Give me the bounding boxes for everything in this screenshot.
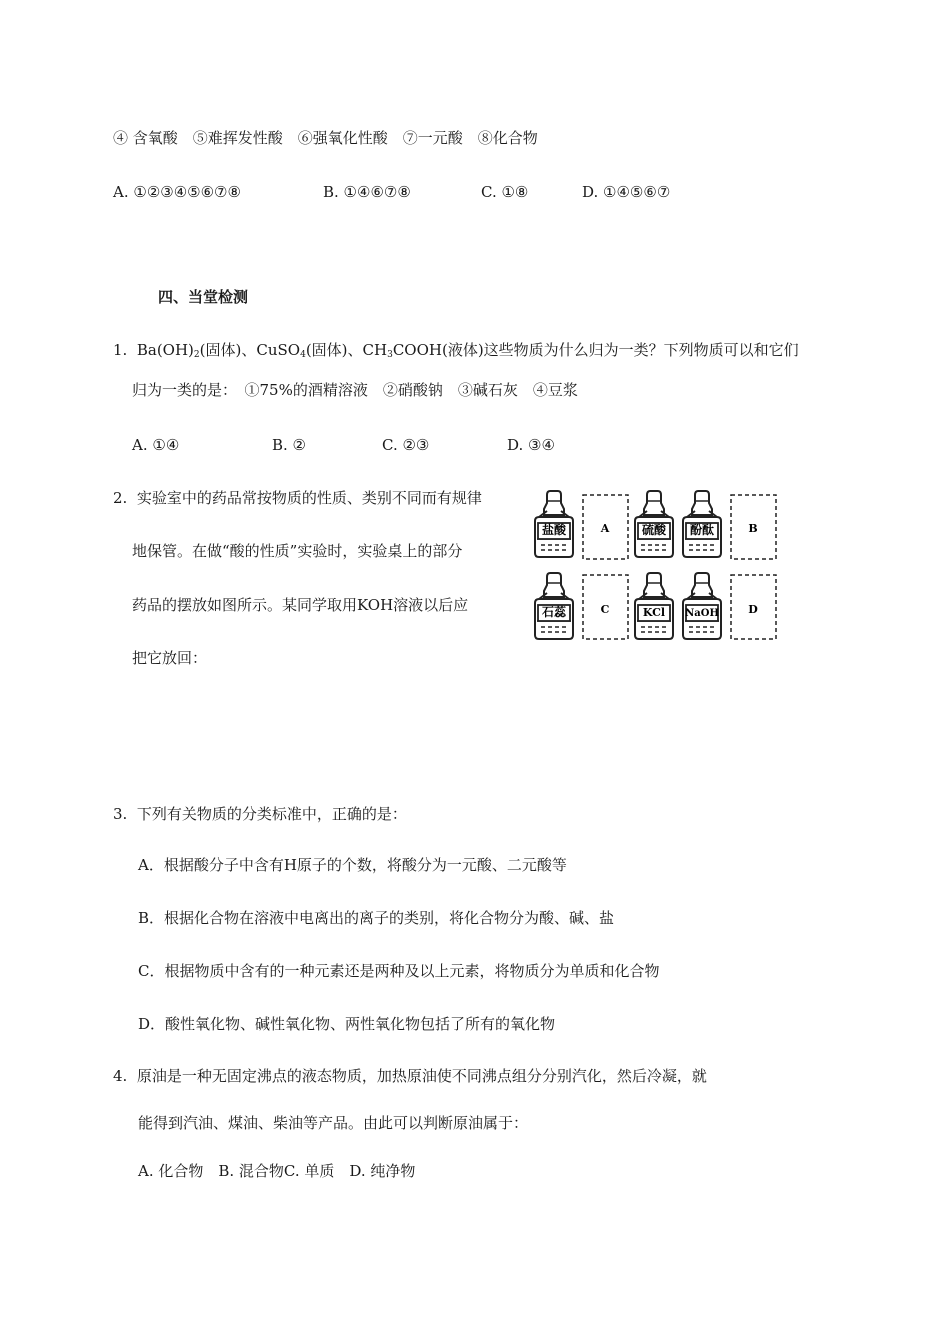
- box-label-a: A: [600, 522, 610, 535]
- q2-line-1: [113, 488, 482, 508]
- q2-line-3: 药品的摆放如图所示。某同学取用KOH溶液以后应: [132, 596, 469, 614]
- option-b: B. ①④⑥⑦⑧: [323, 183, 411, 201]
- q3-number: 3.: [113, 805, 128, 823]
- q3-option-d: D．酸性氧化物、碱性氧化物、两性氧化物包括了所有的氧化物: [138, 1015, 556, 1033]
- q1-cu-sub: 4: [300, 350, 306, 360]
- option-a: A. ①②③④⑤⑥⑦⑧: [113, 183, 241, 201]
- q3-option-c: C．根据物质中含有的一种元素还是两种及以上元素，将物质分为单质和化合物: [138, 962, 660, 980]
- q2-number: 2.: [113, 489, 128, 507]
- section-title: 四、当堂检测: [158, 288, 249, 306]
- q1-ba-sub: 2: [193, 350, 200, 360]
- q2-line-2: 地保管。在做“酸的性质”实验时，实验桌上的部分: [132, 542, 463, 560]
- q4-line-2: 能得到汽油、煤油、柴油等产品。由此可以判断原油属于：: [138, 1114, 529, 1132]
- q3-stem-line: [113, 804, 407, 824]
- q1-option-a: A. ①④: [132, 436, 180, 454]
- q1-ba: Ba(OH): [136, 341, 194, 359]
- box-label-d: D: [748, 603, 758, 616]
- q1-text-b: (固体)、CH: [305, 341, 388, 359]
- bottle-label-6: NaOH: [685, 608, 719, 619]
- q1-option-b: B. ②: [272, 436, 307, 454]
- bottle-label-5: KCl: [642, 606, 666, 619]
- question-items-line: ④ 含氧酸 ⑤难挥发性酸 ⑥强氧化性酸 ⑦一元酸 ⑧化合物: [113, 129, 538, 147]
- bottle-label-4: 石蕊: [541, 605, 567, 619]
- bottle-kcl: [635, 573, 673, 639]
- bottle-label-3: 酚酞: [689, 523, 715, 537]
- box-label-c: C: [600, 603, 610, 616]
- bottle-phenolphthalein: [683, 491, 721, 557]
- box-label-b: B: [748, 522, 758, 535]
- q1-text-c: COOH(液体)这些物质为什么归为一类？下列物质可以和它们: [392, 341, 799, 359]
- q4-line-1: [113, 1066, 707, 1086]
- option-c: C. ①⑧: [481, 183, 529, 201]
- bottle-sulfuric-acid: [635, 491, 673, 557]
- q1-option-c: C. ②③: [382, 436, 430, 454]
- q3-stem: 下列有关物质的分类标准中，正确的是：: [136, 805, 407, 823]
- q1-number: 1.: [113, 341, 128, 359]
- q1-line-1: [113, 340, 799, 365]
- q4-text-1: 原油是一种无固定沸点的液态物质，加热原油使不同沸点组分分别汽化，然后冷凝，就: [136, 1067, 707, 1085]
- bottle-litmus: [535, 573, 573, 639]
- q4-options: A. 化合物 B. 混合物C. 单质 D. 纯净物: [138, 1162, 416, 1180]
- option-d: D. ①④⑤⑥⑦: [582, 183, 671, 201]
- bottle-label-2: 硫酸: [641, 523, 667, 537]
- reagent-shelf-figure: [533, 489, 781, 644]
- bottle-naoh: [683, 573, 721, 639]
- q2-line-4: 把它放回：: [132, 649, 208, 667]
- q2-text-1: 实验室中的药品常按物质的性质、类别不同而有规律: [136, 489, 482, 507]
- q3-option-b: B．根据化合物在溶液中电离出的离子的类别，将化合物分为酸、碱、盐: [138, 909, 615, 927]
- q4-number: 4.: [113, 1067, 128, 1085]
- q1-line-2: 归为一类的是： ①75%的酒精溶液 ②硝酸钠 ③碱石灰 ④豆浆: [132, 381, 578, 399]
- q1-option-d: D. ③④: [507, 436, 555, 454]
- q1-text-a: (固体)、CuSO: [199, 341, 301, 359]
- q3-option-a: A．根据酸分子中含有H原子的个数，将酸分为一元酸、二元酸等: [138, 856, 567, 874]
- bottle-hydrochloric-acid: [535, 491, 573, 557]
- q1-ch-sub: 3: [387, 350, 393, 360]
- bottle-label-1: 盐酸: [541, 523, 567, 537]
